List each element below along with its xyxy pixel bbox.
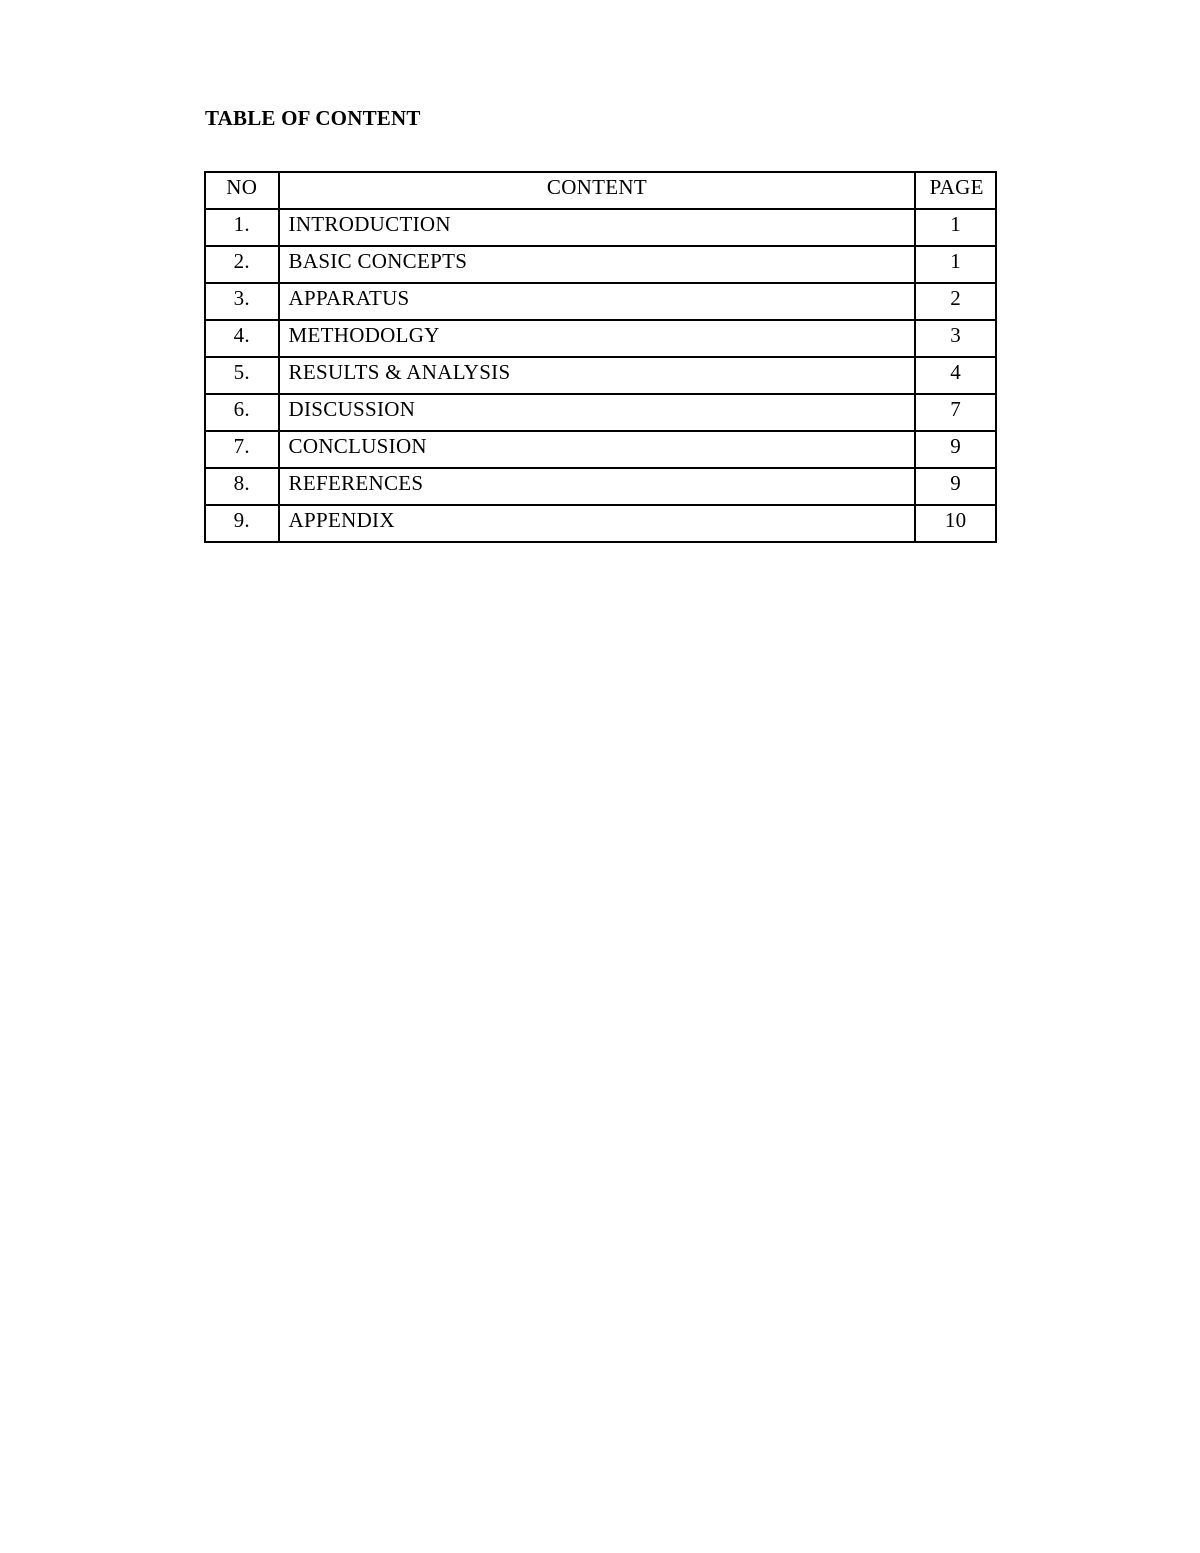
row-number: 4. [205, 320, 279, 357]
row-page: 9 [915, 431, 996, 468]
column-header-no: NO [205, 172, 279, 209]
table-row [205, 246, 996, 283]
row-content: METHODOLGY [279, 320, 916, 357]
row-content: REFERENCES [279, 468, 916, 505]
column-header-page: PAGE [915, 172, 996, 209]
table-header-row [205, 172, 996, 209]
row-number: 9. [205, 505, 279, 542]
row-content: RESULTS & ANALYSIS [279, 357, 916, 394]
row-content: INTRODUCTION [279, 209, 916, 246]
row-page: 2 [915, 283, 996, 320]
row-page: 9 [915, 468, 996, 505]
row-content: APPARATUS [279, 283, 916, 320]
row-content: APPENDIX [279, 505, 916, 542]
table-row [205, 468, 996, 505]
row-content: BASIC CONCEPTS [279, 246, 916, 283]
row-page: 4 [915, 357, 996, 394]
row-number: 2. [205, 246, 279, 283]
table-row [205, 431, 996, 468]
row-page: 10 [915, 505, 996, 542]
table-row [205, 505, 996, 542]
page-title: TABLE OF CONTENT [205, 106, 421, 130]
table-row [205, 320, 996, 357]
row-number: 8. [205, 468, 279, 505]
table-row [205, 209, 996, 246]
table-of-contents [204, 171, 997, 543]
row-number: 1. [205, 209, 279, 246]
table-row [205, 283, 996, 320]
row-content: DISCUSSION [279, 394, 916, 431]
column-header-content: CONTENT [279, 172, 916, 209]
table-row [205, 394, 996, 431]
row-number: 3. [205, 283, 279, 320]
row-number: 5. [205, 357, 279, 394]
row-page: 7 [915, 394, 996, 431]
row-page: 1 [915, 209, 996, 246]
row-page: 3 [915, 320, 996, 357]
row-content: CONCLUSION [279, 431, 916, 468]
row-page: 1 [915, 246, 996, 283]
row-number: 7. [205, 431, 279, 468]
row-number: 6. [205, 394, 279, 431]
table-row [205, 357, 996, 394]
